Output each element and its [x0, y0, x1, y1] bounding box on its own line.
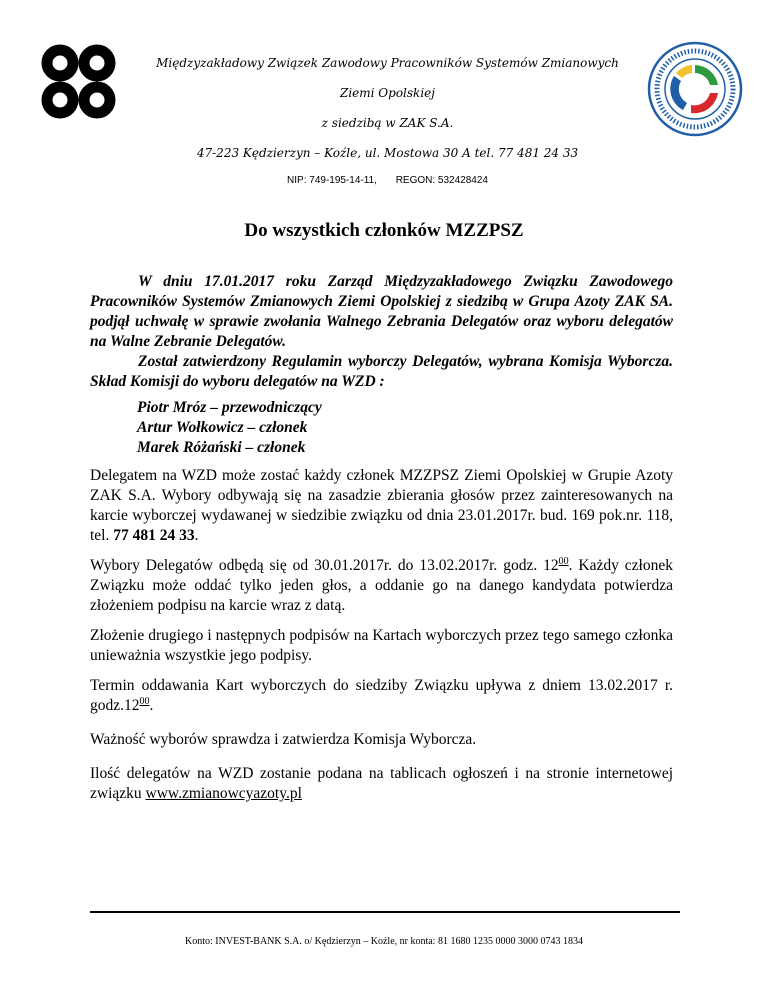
- deadline-text: Termin oddawania Kart wyborczych do siedziby Związku upływa z dniem 13.02.2017 r. godz.12: [90, 677, 673, 714]
- org-address: 47-223 Kędzierzyn – Koźle, ul. Mostowa 30 A tel. 77 481 24 33: [196, 146, 579, 160]
- union-website-link[interactable]: www.zmianowcyazoty.pl: [145, 785, 302, 802]
- committee-member: Piotr Mróz – przewodniczący: [137, 399, 322, 416]
- bank-account-footer: Konto: INVEST-BANK S.A. o/ Kędzierzyn – Koźle, nr konta: 81 1680 1235 0000 3000 0743 1834: [185, 936, 583, 947]
- delegate-count-paragraph: [90, 764, 673, 804]
- circular-seal-logo: [646, 40, 744, 138]
- deadline-end: .: [149, 697, 154, 714]
- footer-divider: [90, 911, 680, 913]
- committee-member: Artur Wołkowicz – członek: [137, 419, 308, 436]
- regon-number: REGON: 532428424: [395, 175, 488, 186]
- eligibility-end: .: [194, 527, 199, 544]
- org-ids: [130, 175, 645, 186]
- committee-list: [137, 398, 322, 458]
- voting-dates-rest: . Każdy członek Związku może oddać tylko jeden głos, a oddanie go na danego kandydata potwierdza złożeniem podpisu na karcie wraz z datą.: [90, 557, 673, 614]
- intro-paragraph-1: W dniu 17.01.2017 roku Zarząd Międzyzakładowego Związku Zawodowego Pracowników Systemów Zmianowych Ziemi Opolskiej z siedzibą w Grupa Azoty ZAK SA. podjął uchwałę w sprawie zwołania Walnego Zebrania Delegatów oraz wyboru delegatów na Walne Zebranie Delegatów.: [90, 273, 673, 350]
- validity-paragraph: Ważność wyborów sprawdza i zatwierdza Komisja Wyborcza.: [90, 731, 477, 748]
- voting-dates-paragraph: [90, 556, 673, 616]
- time-superscript: 00: [139, 695, 150, 707]
- intro-section: [90, 272, 673, 392]
- time-superscript: 00: [558, 555, 569, 567]
- union-infinity-logo: [40, 44, 120, 120]
- page-title: Do wszystkich członków MZZPSZ: [244, 220, 524, 241]
- nip-number: NIP: 749-195-14-11,: [287, 175, 377, 186]
- org-name: Międzyzakładowy Związek Zawodowy Pracowników Systemów Zmianowych: [156, 56, 619, 70]
- voting-dates-text: Wybory Delegatów odbędą się od 30.01.2017r. do 13.02.2017r. godz. 12: [90, 557, 559, 574]
- committee-member: Marek Różański – członek: [137, 439, 306, 456]
- eligibility-text: Delegatem na WZD może zostać każdy członek MZZPSZ Ziemi Opolskiej w Grupie Azoty ZAK S.A. Wybory odbywają się na zasadzie zbierania głosów przez zainteresowanych na karcie wyborczej wydawanej w siedzibie związku od dnia 23.01.2017r. bud. 169 pok.nr. 118, tel.: [90, 467, 673, 544]
- eligibility-paragraph: [90, 466, 673, 546]
- intro-paragraph-2: Został zatwierdzony Regulamin wyborczy Delegatów, wybrana Komisja Wyborcza. Skład Komisji do wyboru delegatów na WZD :: [90, 353, 673, 390]
- org-seat: z siedzibą w ZAK S.A.: [321, 116, 454, 130]
- delegate-count-text: Ilość delegatów na WZD zostanie podana na tablicach ogłoszeń i na stronie internetowej związku: [90, 765, 673, 802]
- signature-rule-paragraph: Złożenie drugiego i następnych podpisów na Kartach wyborczych przez tego samego członka unieważnia wszystkie jego podpisy.: [90, 627, 673, 664]
- deadline-paragraph: [90, 676, 673, 716]
- org-region: Ziemi Opolskiej: [340, 86, 435, 100]
- union-phone: 77 481 24 33: [113, 527, 195, 544]
